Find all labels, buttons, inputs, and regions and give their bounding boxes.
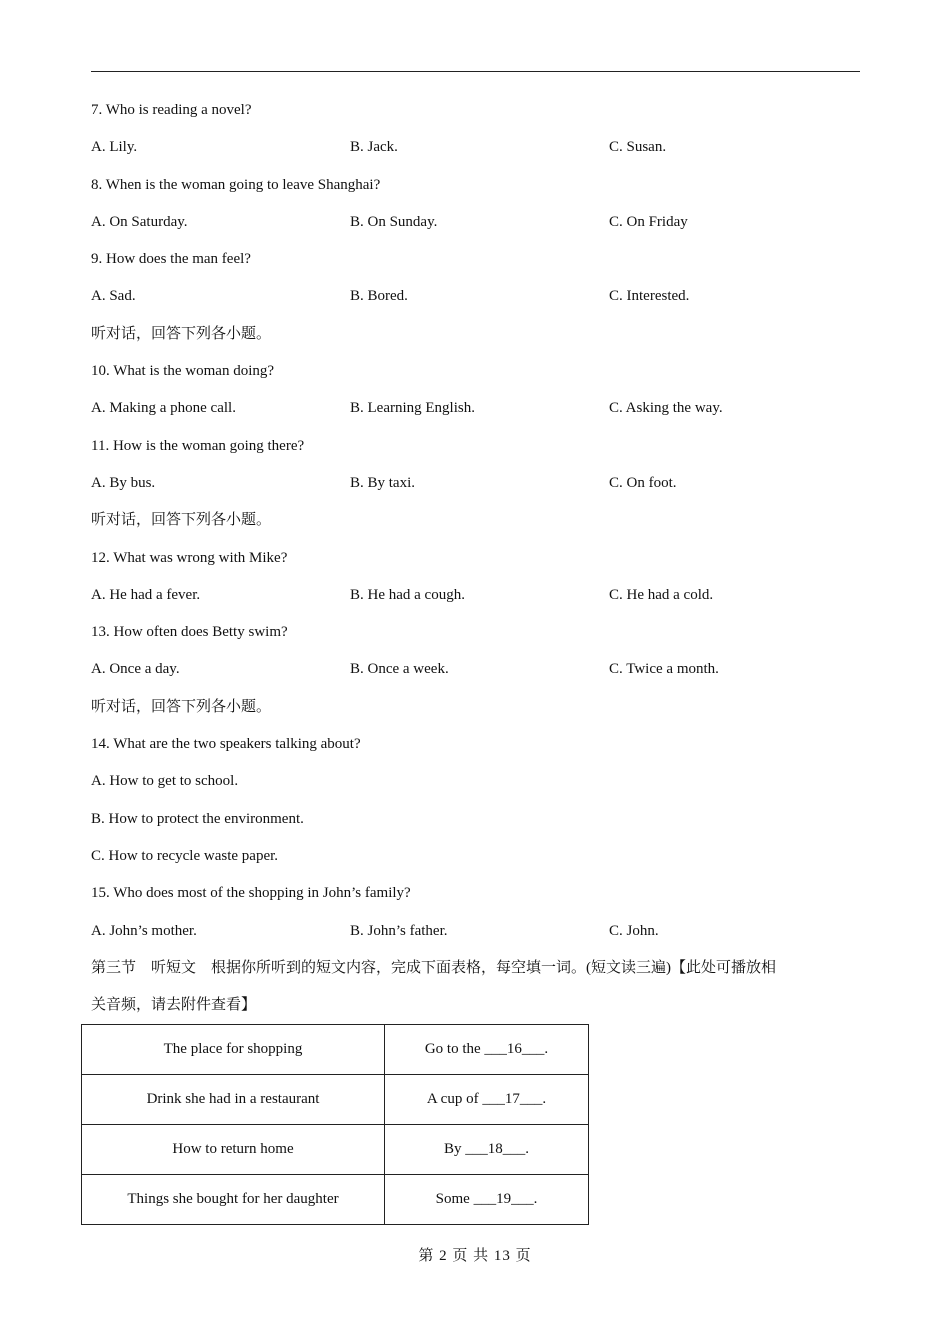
option-c[interactable]: C. How to recycle waste paper.: [91, 847, 279, 864]
option-c[interactable]: C. On foot.: [609, 474, 677, 491]
instruction: 听对话，回答下列各小题。: [91, 698, 272, 715]
options-10: [91, 395, 860, 432]
table-cell-answer[interactable]: Go to the ___16___.: [385, 1025, 589, 1075]
option-a[interactable]: A. By bus.: [91, 474, 156, 491]
option-a[interactable]: A. On Saturday.: [91, 213, 188, 230]
option-c[interactable]: C. John.: [609, 922, 659, 939]
instruction: 听对话，回答下列各小题。: [91, 325, 272, 342]
options-9: [91, 283, 860, 320]
options-12: [91, 582, 860, 619]
table-cell-label: Things she bought for her daughter: [82, 1175, 385, 1225]
option-a[interactable]: A. Making a phone call.: [91, 400, 236, 417]
answer-table: [81, 1024, 589, 1225]
option-b[interactable]: B. Once a week.: [350, 661, 449, 678]
exam-content: [91, 97, 860, 1029]
option-c[interactable]: C. Twice a month.: [609, 661, 719, 678]
option-b[interactable]: B. Bored.: [350, 288, 408, 305]
table-row: [82, 1175, 589, 1225]
question-8: 8. When is the woman going to leave Shanghai?: [91, 176, 381, 193]
options-15: [91, 918, 860, 955]
option-b[interactable]: B. How to protect the environment.: [91, 810, 304, 827]
table-cell-label: Drink she had in a restaurant: [82, 1075, 385, 1125]
option-c[interactable]: C. Interested.: [609, 288, 690, 305]
option-b[interactable]: B. Learning English.: [350, 400, 475, 417]
option-a[interactable]: A. Lily.: [91, 139, 138, 156]
option-a[interactable]: A. He had a fever.: [91, 586, 201, 603]
table-row: [82, 1025, 589, 1075]
table-cell-label: How to return home: [82, 1125, 385, 1175]
question-10: 10. What is the woman doing?: [91, 363, 275, 380]
section-3-heading-cont: 关音频，请去附件查看】: [91, 997, 257, 1014]
question-9: 9. How does the man feel?: [91, 251, 251, 268]
header-rule: [91, 71, 860, 72]
question-13: 13. How often does Betty swim?: [91, 624, 288, 641]
options-11: [91, 470, 860, 507]
table-row: [82, 1125, 589, 1175]
table-cell-label: The place for shopping: [82, 1025, 385, 1075]
table-cell-answer[interactable]: By ___18___.: [385, 1125, 589, 1175]
option-c[interactable]: C. On Friday: [609, 213, 688, 230]
option-b[interactable]: B. John’s father.: [350, 922, 448, 939]
table-cell-answer[interactable]: A cup of ___17___.: [385, 1075, 589, 1125]
option-c[interactable]: C. He had a cold.: [609, 586, 714, 603]
question-7: 7. Who is reading a novel?: [91, 102, 252, 118]
options-8: [91, 209, 860, 246]
question-14: 14. What are the two speakers talking about?: [91, 736, 361, 753]
instruction: 听对话，回答下列各小题。: [91, 512, 272, 529]
section-3-heading: 第三节 听短文 根据你所听到的短文内容，完成下面表格，每空填一词。(短文读三遍)【此处可播放相: [91, 959, 776, 976]
option-a[interactable]: A. How to get to school.: [91, 773, 239, 790]
option-a[interactable]: A. John’s mother.: [91, 922, 197, 939]
options-13: [91, 656, 860, 693]
option-a[interactable]: A. Sad.: [91, 288, 136, 305]
question-15: 15. Who does most of the shopping in John’s family?: [91, 885, 411, 902]
table-row: [82, 1075, 589, 1125]
option-b[interactable]: B. Jack.: [350, 139, 398, 156]
page-number-footer: 第 2 页 共 13 页: [418, 1248, 532, 1264]
option-b[interactable]: B. On Sunday.: [350, 213, 438, 230]
question-12: 12. What was wrong with Mike?: [91, 549, 288, 566]
option-c[interactable]: C. Susan.: [609, 139, 667, 156]
table-cell-answer[interactable]: Some ___19___.: [385, 1175, 589, 1225]
option-b[interactable]: B. He had a cough.: [350, 586, 465, 603]
options-7: [91, 134, 860, 171]
question-11: 11. How is the woman going there?: [91, 437, 305, 454]
option-a[interactable]: A. Once a day.: [91, 661, 180, 678]
option-b[interactable]: B. By taxi.: [350, 474, 416, 491]
option-c[interactable]: C. Asking the way.: [609, 400, 723, 417]
